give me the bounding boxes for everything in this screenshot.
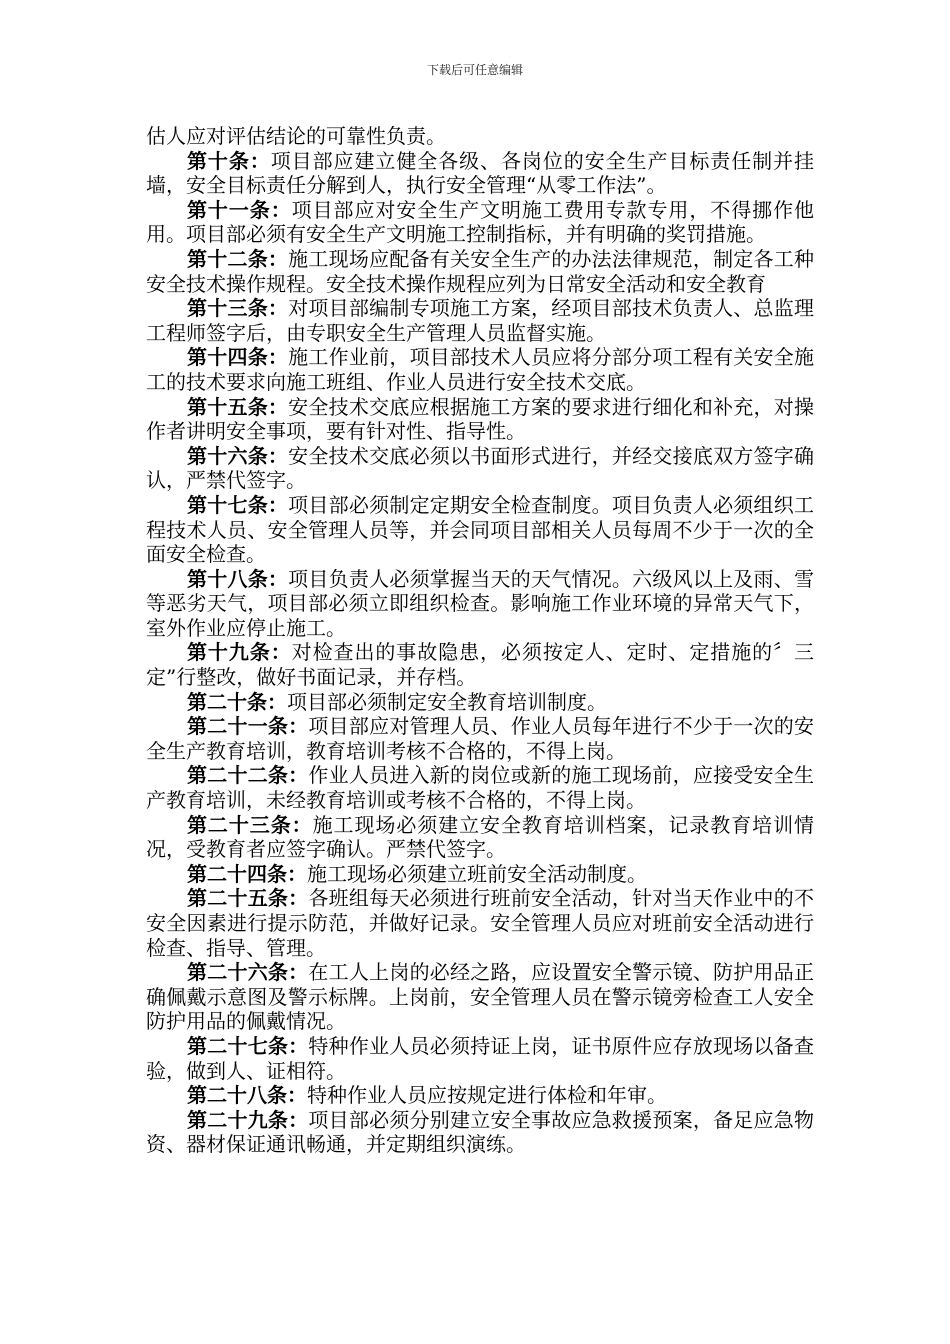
- article-label: 第二十九条：: [187, 1107, 309, 1132]
- article-26: [146, 960, 814, 1034]
- article-24: [146, 862, 814, 887]
- article-text: 项目部应对安全生产文明施工费用专款专用，不得挪作他用。项目部必须有安全生产文明施工控制指标，并有明确的奖罚措施。: [146, 197, 815, 247]
- article-19: [146, 640, 814, 689]
- article-text: 项目部必须分别建立安全事故应急救援预案，备足应急物资、器材保证通讯畅通，并定期组织演练。: [146, 1107, 815, 1157]
- article-text: 安全技术交底应根据施工方案的要求进行细化和补充，对操作者讲明安全事项，要有针对性、指导性。: [146, 394, 815, 444]
- paragraph-text: 估人应对评估结论的可靠性负责。: [146, 124, 446, 148]
- article-label: 第二十七条：: [187, 1033, 309, 1058]
- article-label: 第十八条：: [187, 566, 289, 591]
- article-label: 第十九条：: [187, 640, 292, 665]
- article-16: [146, 444, 814, 493]
- article-label: 第二十三条：: [187, 812, 313, 837]
- article-text: 各班组每天必须进行班前安全活动，针对当天作业中的不安全因素进行提示防范，并做好记录。安全管理人员应对班前安全活动进行检查、指导、管理。: [146, 886, 815, 960]
- article-label: 第十四条：: [187, 345, 289, 370]
- article-13: [146, 296, 814, 345]
- article-18: [146, 567, 814, 641]
- article-text: 施工作业前，项目部技术人员应将分部分项工程有关安全施工的技术要求向施工班组、作业人员进行安全技术交底。: [146, 345, 815, 394]
- article-label: 第十七条：: [187, 492, 289, 517]
- article-28: [146, 1083, 814, 1108]
- article-21: [146, 714, 814, 763]
- article-text: 项目部必须制定定期安全检查制度。项目负责人必须组织工程技术人员、安全管理人员等，并会同项目部相关人员每周不少于一次的全面安全检查。: [146, 492, 815, 567]
- article-27: [146, 1034, 814, 1083]
- article-label: 第二十二条：: [187, 763, 309, 788]
- article-label: 第十条：: [187, 148, 271, 173]
- article-29: [146, 1108, 814, 1157]
- article-label: 第二十八条：: [187, 1083, 307, 1108]
- article-text: 特种作业人员应按规定进行体检和年审。: [307, 1083, 667, 1108]
- article-text: 特种作业人员必须持证上岗，证书原件应存放现场以备查验，做到人、证相符。: [146, 1033, 815, 1083]
- article-text: 安全技术交底必须以书面形式进行，并经交接底双方签字确认，严禁代签字。: [146, 443, 815, 493]
- article-12: [146, 247, 814, 296]
- article-20: [146, 690, 814, 715]
- article-22: [146, 763, 814, 812]
- article-11: [146, 198, 814, 247]
- article-text: 在工人上岗的必经之路，应设置安全警示镜、防护用品正确佩戴示意图及警示标牌。上岗前，安全管理人员在警示镜旁检查工人安全防护用品的佩戴情况。: [146, 960, 815, 1034]
- article-23: [146, 813, 814, 862]
- article-text: 施工现场必须建立安全教育培训档案，记录教育培训情况，受教育者应签字确认。严禁代签字。: [146, 812, 815, 862]
- article-25: [146, 886, 814, 960]
- article-label: 第十六条：: [187, 443, 289, 468]
- article-label: 第二十一条：: [187, 714, 309, 739]
- article-14: [146, 345, 814, 394]
- article-text: 施工现场应配备有关安全生产的办法法律规范，制定各工种安全技术操作规程。安全技术操作规程应列为日常安全活动和安全教育: [146, 246, 815, 296]
- article-10: [146, 149, 814, 198]
- article-text: 项目负责人必须掌握当天的天气情况。六级风以上及雨、雪等恶劣天气，项目部必须立即组织检查。影响施工作业环境的异常天气下，室外作业应停止施工。: [146, 566, 815, 640]
- article-label: 第十五条：: [187, 394, 289, 419]
- article-17: [146, 493, 814, 567]
- article-text: 作业人员进入新的岗位或新的施工现场前，应接受安全生产教育培训，未经教育培训或考核不合格的，不得上岗。: [146, 763, 815, 813]
- article-label: 第二十四条：: [187, 861, 307, 886]
- article-label: 第二十条：: [187, 689, 287, 714]
- article-text: 项目部应建立健全各级、各岗位的安全生产目标责任制并挂墙，安全目标责任分解到人，执行安全管理“从零工作法”。: [146, 148, 815, 198]
- article-label: 第二十六条：: [187, 960, 309, 985]
- page-header-note: 下载后可任意编辑: [426, 63, 523, 77]
- article-text: 对项目部编制专项施工方案，经项目部技术负责人、总监理工程师签字后，由专职安全生产管理人员监督实施。: [146, 296, 815, 345]
- article-text: 施工现场必须建立班前安全活动制度。: [307, 861, 647, 886]
- article-text: 对检查出的事故隐患，必须按定人、定时、定措施的〞三定”行整改，做好书面记录，并存档。: [146, 640, 815, 690]
- article-label: 第十一条：: [187, 197, 292, 222]
- document-body: [146, 124, 814, 1157]
- article-label: 第二十五条：: [187, 886, 309, 911]
- article-text: 项目部应对管理人员、作业人员每年进行不少于一次的安全生产教育培训，教育培训考核不合格的，不得上岗。: [146, 714, 815, 763]
- article-text: 项目部必须制定安全教育培训制度。: [287, 689, 607, 714]
- article-label: 第十三条：: [187, 296, 289, 321]
- article-label: 第十二条：: [187, 246, 289, 271]
- article-15: [146, 395, 814, 444]
- paragraph-continuation: [146, 124, 814, 149]
